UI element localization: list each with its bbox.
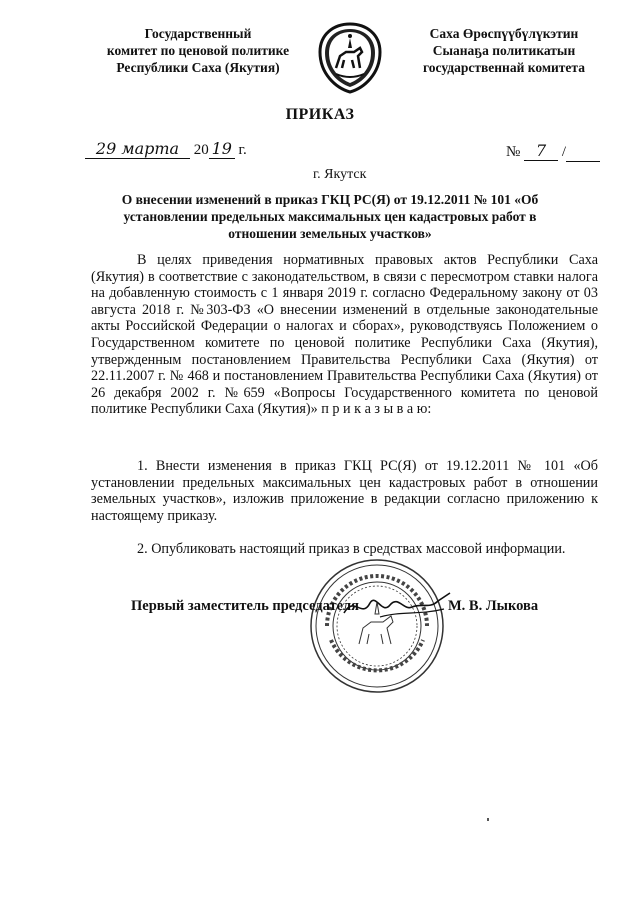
date-year-suffix: 19 (209, 139, 235, 159)
official-seal (307, 556, 447, 696)
header-right-line-2: Сыанаҕа политикатын (432, 43, 576, 58)
date-suffix: г. (238, 142, 247, 158)
scan-speck (487, 818, 489, 821)
header-right (398, 25, 610, 76)
order-item-2: 2. Опубликовать настоящий приказ в средствах массовой информации. (137, 541, 566, 557)
document-title: ПРИКАЗ (285, 106, 355, 123)
date-year-prefix: 20 (193, 142, 209, 158)
order-subject: О внесении изменений в приказ ГКЦ РС(Я) от 19.12.2011 № 101 «Об установлении предельных максимальных цен кадастровых работ в отношении земельных участков» (121, 192, 539, 241)
number-slash: / (561, 144, 566, 160)
signer-name: М. В. Лыкова (448, 598, 539, 614)
header-left (92, 25, 304, 76)
header-right-line-3: государственнай комитета (423, 60, 585, 75)
coat-of-arms-icon (316, 22, 384, 94)
header-left-line-3: Республики Саха (Якутия) (116, 60, 280, 75)
number-value: 7 (524, 141, 558, 161)
paragraph-preamble: В целях приведения нормативных правовых актов Республики Саха (Якутия) в соответствие с законодательством, в связи с пересмотром ставки налога на добавленную стоимость с 1 января 2019 г. согласно Федеральному закону от 03 августа 2018 г. №303-ФЗ «О внесении изменений в отдельные законодательные акты Российской Федерации о налогах и сборах», руководствуясь Положением о Государственном комитете по ценовой политике Республики Саха (Якутия), утвержденным постановлением Правительства Республики Саха (Якутия) от 22.11.2007 г. № 468 и постановлением Правительства Республики Саха (Якутия) от 26 декабря 2002 г. №659 «Вопросы Государственного комитета по ценовой политике Республики Саха (Якутия)» п р и к а з ы в а ю: (91, 252, 598, 418)
date-line (85, 139, 247, 159)
signer-position: Первый заместитель председателя (131, 598, 359, 614)
city: г. Якутск (313, 167, 367, 182)
header-left-line-1: Государственный (144, 26, 252, 41)
header-left-line-2: комитет по ценовой политике (106, 43, 290, 58)
number-label: № (506, 144, 521, 160)
order-item-1: 1. Внести изменения в приказ ГКЦ РС(Я) от 19.12.2011 № 101 «Об установлении предельных максимальных цен кадастровых работ в отношении земельных участков», изложив приложение в редакции согласно приложению к настоящему приказу. (91, 458, 598, 524)
header-right-line-1: Саха Өрөспүүбүлүкэтин (429, 26, 579, 41)
date-day-month: 29 марта (85, 139, 190, 159)
number-line (506, 141, 600, 162)
